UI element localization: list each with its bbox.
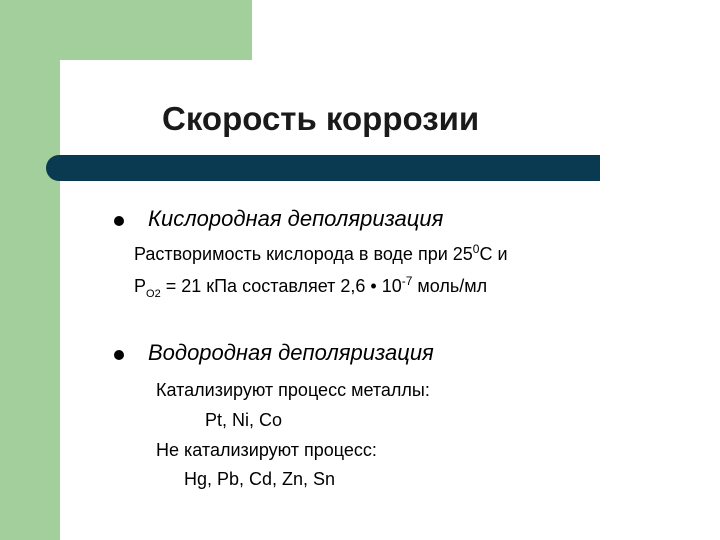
pressure-text: = 21 кПа составляет 2,6 • 10 [160, 276, 402, 296]
decor-rounded-corner [60, 60, 120, 120]
pressure-symbol: P [134, 276, 147, 296]
slide-title: Скорость коррозии [162, 100, 480, 137]
exponent-superscript: -7 [401, 274, 413, 288]
hydrogen-heading: Водородная деполяризация [148, 340, 434, 365]
bullet-icon [114, 216, 124, 226]
temperature-superscript: 0 [472, 242, 480, 256]
oxygen-solubility-text: Растворимость кислорода в воде при 25 [134, 244, 473, 264]
decor-green-left [0, 0, 60, 540]
catalyze-label: Катализируют процесс металлы: [156, 380, 430, 400]
pressure-subscript: O2 [146, 288, 161, 300]
oxygen-solubility-tail: С и [479, 244, 508, 264]
title-underline-bar [46, 155, 600, 181]
decor-green-top [0, 0, 252, 60]
pressure-unit: моль/мл [412, 276, 488, 296]
oxygen-solubility-line [134, 244, 508, 265]
not-catalyze-metals: Hg, Pb, Cd, Zn, Sn [184, 469, 336, 489]
catalyze-metals: Pt, Ni, Co [205, 410, 283, 430]
oxygen-heading: Кислородная деполяризация [148, 206, 444, 231]
oxygen-pressure-line [134, 274, 488, 300]
not-catalyze-label: Не катализируют процесс: [156, 440, 377, 460]
bullet-icon [114, 350, 124, 360]
